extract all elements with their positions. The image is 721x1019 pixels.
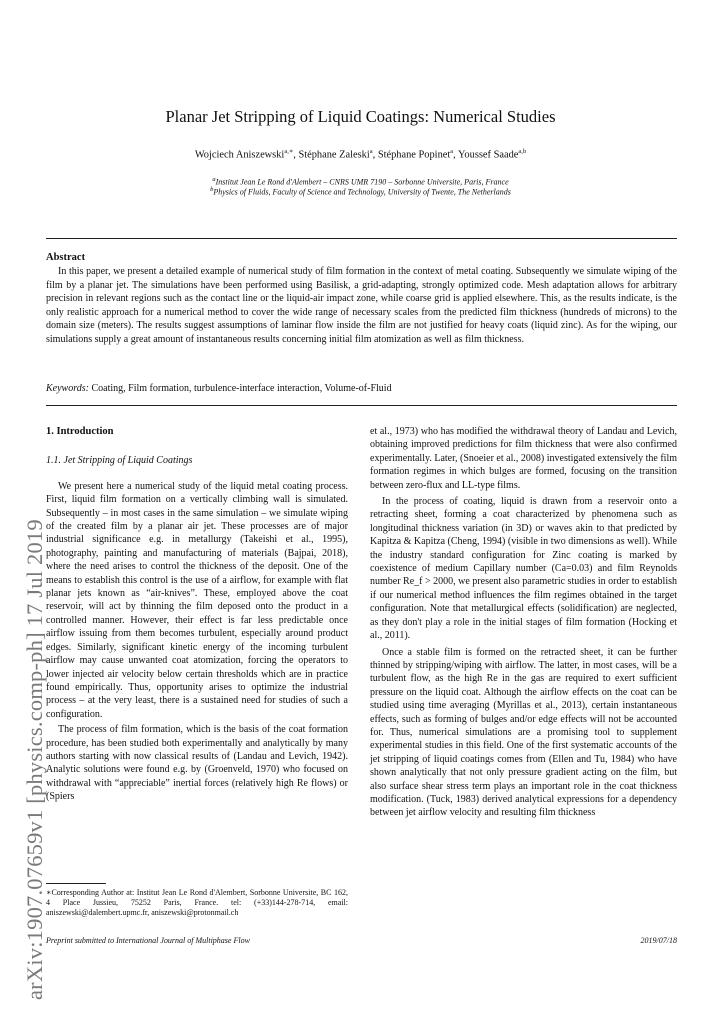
paper-title: Planar Jet Stripping of Liquid Coatings: Numerical Studies (165, 107, 556, 126)
arxiv-stamp: arXiv:1907.07659v1 [physics.comp-ph] 17 Jul 2019 (22, 519, 47, 1000)
paragraph: We present here a numerical study of the liquid metal coating process. First, liquid film formation on a vertically climbing wall is simulated. Subsequently – in most cases in the same simulation – we simulate wiping of the created film by a planar air jet. These processes are of major industrial significance e.g. in metallurgy (Takeishi et al., 1995), photography, painting and manufacturing of materials (Bajpai, 2018), where the need arises to control the thickness of the deposit. One of the means to establish this control is the use of a airflow, for example with flat planar jets known as “air-knives”. These, employed above the coat reservoir, will act by thinning the film deposed onto the product in a controlled manner. However, their effect is far less predictable once airflow issuing from them becomes turbulent, especially around product edges. Similarly, significant kinetic energy of the incoming turbulent airflow may cause unwanted coat atomization, forcing the operators to lower injected air velocity below certain thresholds which are in practice found empirically. Thus, opportunity arises to optimize the industrial process – at the very least, there is a sustained need for studies of such a configuration. (46, 480, 348, 720)
abstract-text: In this paper, we present a detailed example of numerical study of film formation in the context of metal coating. Subsequently we simulate wiping of the film by a planar jet. The simulations have been performed using Basilisk, a grid-adapting, strongly optimized code. Mesh adaptation allows for arbitrary precision in relevant regions such as the contact line or the liquid-air impact zone, while coarse grid is applied elsewhere. This, as the results indicate, is the only realistic approach for a numerical method to cover the wide range of necessary scales from the predicted film thickness (hundreds of microns) to the domain size (meters). The results suggest assumptions of laminar flow inside the film are not justified for heavy coats (liquid zinc). As for the wiping, our simulations supply a great amount of instantaneous results concerning initial film atomization as well as film thickness. (46, 266, 677, 345)
paragraph: In the process of coating, liquid is drawn from a reservoir onto a retracting sheet, forming a coat characterized by phenomena such as longitudinal thickness variation (in 3D) or waves akin to that predicted by Kapitza & Kapitza (Cheng, 1994) (visible in two dimensions as well). While the industry standard configuration for Zinc coating is marked by coexistence of medium Capillary number (Ca=0.03) and film Reynolds number Re_f > 2000, we present also parametric studies in order to establish if our numerical method influences the film regimes obtained in the target configuration. Note that metallurgical effects (solidification) are neglected, as they don't play a role in the initial stages of film formation (Hocking et al., 2011). (370, 496, 677, 642)
section-heading: 1. Introduction (46, 426, 114, 437)
author-sup: a (369, 148, 373, 155)
author-name: Youssef Saade (457, 149, 519, 161)
author-list: Wojciech Aniszewski$^{a,∗}$, Stéphane Zaleski$^a$, Stéphane Popinet$^a$, Youssef Saade$^{a,b}$ (194, 148, 527, 161)
abstract-body (46, 265, 677, 347)
abstract-bottom-rule (46, 405, 677, 406)
keywords-label: Keywords: (46, 383, 89, 394)
top-rule (46, 238, 677, 239)
author-sup: a,∗ (284, 148, 294, 155)
keywords-text: Coating, Film formation, turbulence-interface interaction, Volume-of-Fluid (91, 383, 392, 394)
affiliation-mark: a (212, 176, 216, 183)
author-name: Stéphane Popinet (377, 149, 451, 161)
affiliation (0, 185, 721, 198)
right-column (370, 425, 677, 820)
footnote-rule (46, 883, 106, 884)
footnote: ∗Corresponding Author at: Institut Jean Le Rond d'Alembert, Sorbonne Universite, BC 162, 4 Place Jussieu, 75252 Paris, France. tel: (+33)144-278-714, email: aniszewski@dalembert.upmc.fr, aniszewski@protonmail.ch (46, 888, 348, 917)
author-name: Wojciech Aniszewski (194, 149, 285, 161)
affiliation-text: Institut Jean Le Rond d'Alembert – CNRS UMR 7190 – Sorbonne Universite, Paris, France (215, 177, 509, 187)
abstract-heading: Abstract (46, 252, 86, 263)
paragraph: Once a stable film is formed on the retracted sheet, it can be further thinned by stripping/wiping with airflow. The latter, in most cases, will be a turbulent flow, as the high Re in the gas are required to exert sufficient pressure on the liquid coat. Although the airflow effects on the coat can be studied using time averaging (Myrillas et al., 2013), certain instantaneous effects, such as forming of bulges and/or edge effects will not be accounted for. Thus, numerical simulations are a promising tool to supplement experimental studies in this field. One of the first systematic accounts of the jet stripping of liquid coatings comes from (Ellen and Tu, 1984) who have shown analytically that not only pressure gradient acting on the film, but also surface shear stress term plays an important role in the coat thickness modification. (Tuck, 1983) derived analytical expressions for a dependency between jet airflow velocity and resulting film thickness (370, 646, 677, 819)
footer-journal: Preprint submitted to International Journal of Multiphase Flow (46, 936, 250, 945)
author-name: Stéphane Zaleski (298, 149, 370, 161)
keywords (46, 383, 677, 394)
affiliation-text: Physics of Fluids, Faculty of Science and Technology, University of Twente, The Netherlands (213, 187, 511, 197)
left-column (46, 425, 348, 804)
author-sup: a,b (518, 148, 527, 155)
affiliation-mark: b (210, 186, 214, 193)
footer-date: 2019/07/18 (640, 936, 677, 945)
author-sup: a (450, 148, 454, 155)
paragraph: The process of film formation, which is the basis of the coat formation procedure, has been studied both experimentally and analytically by many authors starting with now classical results of (Landau and Levich, 1942). Analytic solutions were found e.g. by (Groenveld, 1970) who focused on withdrawal with “appreciable” inertial forces (relatively high Re flows) or (Spiers (46, 724, 348, 803)
subsection-heading: 1.1. Jet Stripping of Liquid Coatings (46, 455, 193, 467)
paragraph: et al., 1973) who has modified the withdrawal theory of Landau and Levich, obtaining improved predictions for film thickness that were also confirmed experimentally. Later, (Snoeier et al., 2008) investigated extensively the film formation regimes in which bulges are formed, focusing on the transition between zero-flux and LL-type films. (370, 426, 677, 491)
